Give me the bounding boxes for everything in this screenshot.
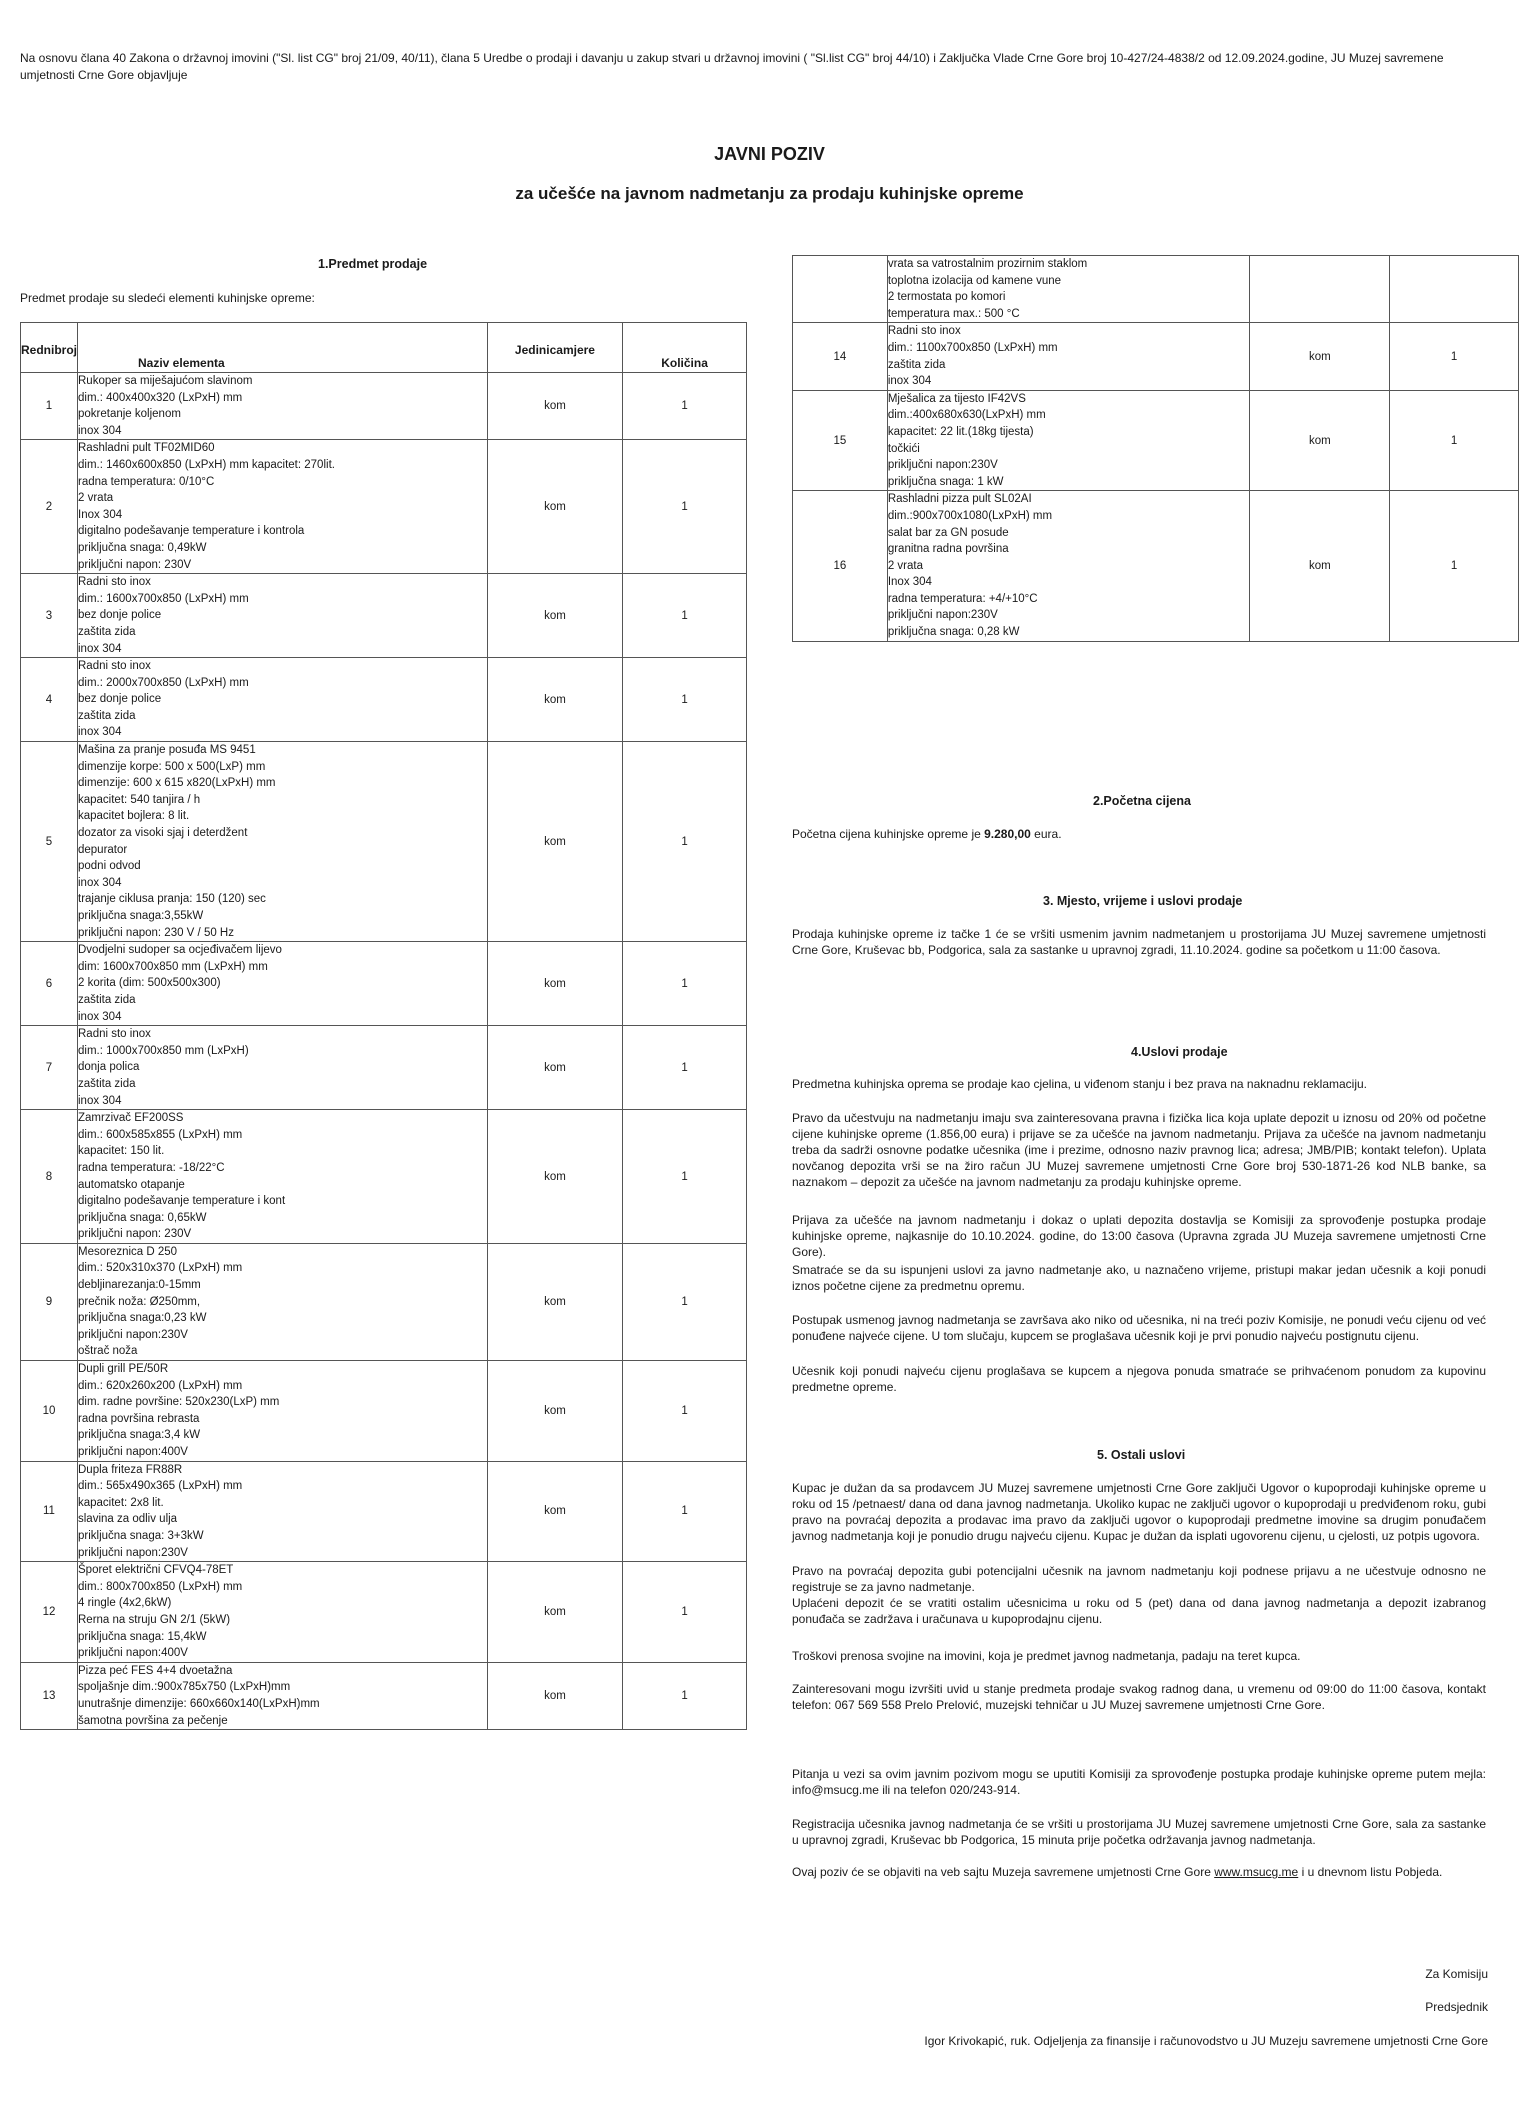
price-text-before: Početna cijena kuhinjske opreme je bbox=[792, 827, 985, 841]
description-line: Zamrzivač EF200SS bbox=[78, 1112, 184, 1125]
description-line: zaštita zida bbox=[78, 993, 136, 1006]
description-line: bez donje police bbox=[78, 609, 162, 622]
items-table-right bbox=[792, 255, 1519, 642]
description-line: dim.: 620x260x200 (LxPxH) mm bbox=[78, 1379, 243, 1392]
quantity: 1 bbox=[623, 742, 747, 942]
description-line: dim.: 1600x700x850 (LxPxH) mm bbox=[78, 592, 249, 605]
description-line: priključna snaga: 3+3kW bbox=[78, 1529, 204, 1542]
table-row bbox=[21, 1461, 747, 1562]
description-line: digitalno podešavanje temperature i kontrola bbox=[78, 525, 305, 538]
description-line: zaštita zida bbox=[78, 709, 136, 722]
quantity: 1 bbox=[623, 1461, 747, 1562]
publish-text-after: i u dnevnom listu Pobjeda. bbox=[1298, 1865, 1443, 1879]
item-description bbox=[78, 742, 488, 942]
unit-of-measure: kom bbox=[487, 440, 622, 574]
description-line: kapacitet: 2x8 lit. bbox=[78, 1496, 164, 1509]
description-line: kapacitet: 540 tanjira / h bbox=[78, 793, 201, 806]
signature-name: Igor Krivokapić, ruk. Odjeljenja za finansije i računovodstvo u JU Muzeju savremene umjetnosti Crne Gore bbox=[924, 2034, 1488, 2048]
description-line: 2 termostata po komori bbox=[887, 291, 1006, 304]
description-line: priključna snaga: 0,65kW bbox=[78, 1211, 207, 1224]
description-line: kapacitet: 22 lit.(18kg tijesta) bbox=[887, 425, 1034, 438]
table-row bbox=[21, 1662, 747, 1729]
description-line: depurator bbox=[78, 843, 128, 856]
description-line: Dupli grill PE/50R bbox=[78, 1363, 169, 1376]
description-line: priključni napon: 230 V / 50 Hz bbox=[78, 926, 234, 939]
description-line: 2 vrata bbox=[78, 492, 114, 505]
item-description bbox=[887, 491, 1250, 641]
unit-of-measure: kom bbox=[1250, 323, 1390, 390]
row-number: 4 bbox=[21, 658, 78, 742]
section3-text: Prodaja kuhinjske opreme iz tačke 1 će se vršiti usmenim javnim nadmetanjem u prostorijama JU Muzej savremene umjetnosti Crne Gore, Kruševac bb, Podgorica, sala za sastanke u upravnoj zgradi, 11.10.2024. godine sa početkom u 11:00 časova. bbox=[792, 927, 1486, 957]
description-line: inox 304 bbox=[78, 1094, 122, 1107]
description-line: priključna snaga:3,4 kW bbox=[78, 1429, 201, 1442]
description-line: toplotna izolacija od kamene vune bbox=[887, 274, 1062, 287]
description-line: šamotna površina za pečenje bbox=[78, 1714, 228, 1727]
description-line: inox 304 bbox=[78, 424, 122, 437]
description-line: radna površina rebrasta bbox=[78, 1412, 200, 1425]
description-line: 4 ringle (4x2,6kW) bbox=[78, 1597, 172, 1610]
unit-of-measure: kom bbox=[487, 658, 622, 742]
table-row bbox=[21, 658, 747, 742]
section4-paragraph: Smatraće se da su ispunjeni uslovi za javno nadmetanje ako, u naznačeno vrijeme, pristupi makar jedan učesnik a koji ponudi iznos početne cijene za predmetnu opremu. bbox=[792, 1263, 1486, 1293]
item-description bbox=[78, 1662, 488, 1729]
description-line: dimenzije korpe: 500 x 500(LxP) mm bbox=[78, 760, 266, 773]
description-line: priključna snaga:3,55kW bbox=[78, 910, 204, 922]
description-line: Dupla friteza FR88R bbox=[78, 1463, 183, 1476]
description-line: inox 304 bbox=[78, 876, 122, 889]
quantity: 1 bbox=[623, 1662, 747, 1729]
table-row bbox=[21, 742, 747, 942]
section4-paragraph: Prijava za učešće na javnom nadmetanju i dokaz o uplati depozita dostavlja se Komisiji za sprovođenje postupka prodaje kuhinjske opreme, najkasnije do 10.10.2024. godine, do 13:00 časova (Upravna zgrada JU Muzeja savremene umjetnosti Crne Gore). bbox=[792, 1213, 1486, 1259]
item-description bbox=[78, 942, 488, 1026]
description-line: dim.: 800x700x850 (LxPxH) mm bbox=[78, 1580, 243, 1593]
section4-title: 4.Uslovi prodaje bbox=[1131, 1045, 1228, 1059]
item-description bbox=[887, 390, 1250, 491]
row-number: 1 bbox=[21, 373, 78, 440]
row-number: 3 bbox=[21, 574, 78, 658]
description-line: priključni napon:230V bbox=[78, 1546, 188, 1559]
section5-paragraph: Pravo na povraćaj depozita gubi potencijalni učesnik na javnom nadmetanju koji podnese prijavu a ne učestvuje odnosno ne registruje se za javno nadmetanje. bbox=[792, 1564, 1486, 1594]
items-table-left bbox=[20, 322, 747, 1730]
quantity: 1 bbox=[623, 942, 747, 1026]
unit-of-measure: kom bbox=[487, 574, 622, 658]
description-line: Šporet električni CFVQ4-78ET bbox=[78, 1564, 234, 1577]
section5-paragraph: Registracija učesnika javnog nadmetanja će se vršiti u prostorijama JU Muzej savremene umjetnosti Crne Gore, sala za sastanke u upravnoj zgradi, Kruševac bb Podgorica, 15 minuta prije početka održavanja javnog nadmetanja. bbox=[792, 1817, 1486, 1847]
unit-of-measure: kom bbox=[487, 1662, 622, 1729]
quantity: 1 bbox=[623, 1110, 747, 1244]
table-row bbox=[21, 1110, 747, 1244]
item-description bbox=[78, 440, 488, 574]
description-line: Radni sto inox bbox=[78, 576, 151, 589]
unit-of-measure: kom bbox=[487, 1026, 622, 1110]
description-line: inox 304 bbox=[78, 642, 122, 655]
item-description bbox=[78, 1243, 488, 1360]
row-number: 11 bbox=[21, 1461, 78, 1562]
section1-lead: Predmet prodaje su sledeći elementi kuhinjske opreme: bbox=[20, 291, 315, 305]
description-line: radna temperatura: -18/22°C bbox=[78, 1161, 225, 1174]
section4-paragraph: Učesnik koji ponudi najveću cijenu proglašava se kupcem a njegova ponuda smatraće se prihvaćenom ponudom za kupovinu predmetne opreme. bbox=[792, 1364, 1486, 1394]
description-line: dim.: 400x400x320 (LxPxH) mm bbox=[78, 391, 243, 404]
table-row bbox=[21, 440, 747, 574]
description-line: dim.: 600x585x855 (LxPxH) mm bbox=[78, 1128, 243, 1141]
price-text-after: eura. bbox=[1030, 827, 1062, 841]
unit-of-measure: kom bbox=[487, 1361, 622, 1462]
quantity: 1 bbox=[623, 658, 747, 742]
description-line: kapacitet bojlera: 8 lit. bbox=[78, 810, 190, 823]
description-line: digitalno podešavanje temperature i kont bbox=[78, 1195, 286, 1208]
header-qty: Količina bbox=[623, 323, 747, 373]
table-row bbox=[21, 574, 747, 658]
row-number: 15 bbox=[793, 390, 888, 491]
description-line: zaštita zida bbox=[78, 1077, 136, 1090]
unit-of-measure: kom bbox=[487, 373, 622, 440]
description-line: inox 304 bbox=[78, 1010, 122, 1023]
row-number: 7 bbox=[21, 1026, 78, 1110]
description-line: priključna snaga: 0,49kW bbox=[78, 541, 207, 554]
continuation-description bbox=[887, 256, 1250, 323]
description-line: Radni sto inox bbox=[887, 325, 961, 338]
description-line: dim.: 520x310x370 (LxPxH) mm bbox=[78, 1262, 243, 1275]
description-line: Inox 304 bbox=[887, 576, 932, 589]
description-line: granitna radna površina bbox=[887, 543, 1009, 556]
quantity: 1 bbox=[623, 1026, 747, 1110]
section5-paragraph: Troškovi prenosa svojine na imovini, koja je predmet javnog nadmetanja, padaju na teret kupca. bbox=[792, 1649, 1301, 1663]
section5-paragraph: Zainteresovani mogu izvršiti uvid u stanje predmeta prodaje svakog radnog dana, u vremenu od 09:00 do 11:00 časova, kontakt telefon: 067 569 558 Prelo Prelović, muzejski tehničar u JU Muzej savremene umjetnosti Crne Gore. bbox=[792, 1682, 1486, 1712]
description-line: dim: 1600x700x850 mm (LxPxH) mm bbox=[78, 960, 268, 973]
section5-paragraph: Uplaćeni depozit će se vratiti ostalim učesnicima u roku od 5 (pet) dana od dana javnog nadmetanja a depozit izabranog ponuđača se zadržava i uračunava u kupoprodajnu cijenu. bbox=[792, 1596, 1486, 1626]
quantity: 1 bbox=[623, 1243, 747, 1360]
description-line: dim.: 565x490x365 (LxPxH) mm bbox=[78, 1480, 243, 1493]
table-row bbox=[21, 1243, 747, 1360]
unit-of-measure: kom bbox=[487, 1243, 622, 1360]
signature-committee: Za Komisiju bbox=[1425, 1967, 1488, 1981]
description-line: Pizza peć FES 4+4 dvoetažna bbox=[78, 1664, 233, 1677]
description-line: dim.:400x680x630(LxPxH) mm bbox=[887, 409, 1046, 422]
description-line: slavina za odliv ulja bbox=[78, 1513, 178, 1526]
description-line: dim. radne površine: 520x230(LxP) mm bbox=[78, 1396, 280, 1409]
description-line: pokretanje koljenom bbox=[78, 408, 181, 421]
description-line: Dvodjelni sudoper sa ocjeđivačem lijevo bbox=[78, 944, 282, 957]
description-line: Rashladni pult TF02MID60 bbox=[78, 442, 215, 455]
section1-title: 1.Predmet prodaje bbox=[318, 257, 428, 271]
item-description bbox=[78, 373, 488, 440]
description-line: Radni sto inox bbox=[78, 660, 151, 673]
description-line: priključni napon:400V bbox=[78, 1647, 188, 1660]
unit-of-measure: kom bbox=[487, 1461, 622, 1562]
description-line: vrata sa vatrostalnim prozirnim staklom bbox=[887, 258, 1088, 270]
table-row bbox=[21, 373, 747, 440]
description-line: priključni napon: 230V bbox=[78, 1228, 192, 1241]
description-line: priključna snaga:0,23 kW bbox=[78, 1312, 207, 1325]
intro-text: Na osnovu člana 40 Zakona o državnoj imovini ("Sl. list CG" broj 21/09, 40/11), člana 5 Uredbe o prodaji i davanju u zakup stvari u državnoj imovini ( "Sl.list CG" broj 44/10) i Zaključka Vlade Crne Gore broj 10-427/24-4838/2 od 12.09.2024.godine, JU Muzej savremene umjetnosti Crne Gore objavljuje bbox=[20, 51, 1444, 82]
item-description bbox=[78, 574, 488, 658]
description-line: priključna snaga: 0,28 kW bbox=[887, 626, 1020, 639]
description-line: Mješalica za tijesto IF42VS bbox=[887, 392, 1026, 405]
document-title: JAVNI POZIV bbox=[714, 144, 825, 164]
quantity: 1 bbox=[623, 440, 747, 574]
description-line: točkići bbox=[887, 442, 920, 455]
description-line: zaštita zida bbox=[887, 358, 946, 371]
description-line: 2 vrata bbox=[887, 559, 923, 572]
continuation-num-cell bbox=[793, 256, 888, 323]
description-line: Radni sto inox bbox=[78, 1028, 151, 1041]
description-line: priključni napon:400V bbox=[78, 1446, 188, 1458]
description-line: dozator za visoki sjaj i deterdžent bbox=[78, 827, 248, 840]
table-row bbox=[21, 1026, 747, 1110]
section5-paragraph: Pitanja u vezi sa ovim javnim pozivom mogu se uputiti Komisiji za sprovođenje postupka prodaje kuhinjske opreme putem mejla: info@msucg.me ili na telefon 020/243-914. bbox=[792, 1767, 1486, 1797]
description-line: zaštita zida bbox=[78, 625, 136, 638]
quantity: 1 bbox=[623, 373, 747, 440]
description-line: bez donje police bbox=[78, 693, 162, 706]
row-number: 12 bbox=[21, 1562, 78, 1663]
section4-paragraph: Pravo da učestvuju na nadmetanju imaju sva zainteresovana pravna i fizička lica koja uplate depozit u iznosu od 20% od početne cijene kuhinjske opreme (1.856,00 eura) i prijave se za učešće na javnom nadmetanju. Prijava za učešće na javnom nadmetanju treba da sadrži osnovne podatke učesnika (ime i prezime, odnosno naziv pravnog lica; adresa; JMB/PIB; kontakt telefon). Uplata novčanog depozita vrši se na žiro račun JU Muzej savremene umjetnosti Crne Gore broj 530-1871-26 kod NLB banke, sa naznakom – depozit za učešće na javnom nadmetanju za prodaju kuhinjske opreme. bbox=[792, 1111, 1486, 1189]
row-number: 10 bbox=[21, 1361, 78, 1462]
starting-price: 9.280,00 bbox=[984, 827, 1031, 841]
row-number: 2 bbox=[21, 440, 78, 574]
description-line: Inox 304 bbox=[78, 508, 123, 521]
row-number: 16 bbox=[793, 491, 888, 641]
row-number: 9 bbox=[21, 1243, 78, 1360]
description-line: priključna snaga: 1 kW bbox=[887, 475, 1004, 488]
item-description bbox=[78, 1461, 488, 1562]
row-number: 5 bbox=[21, 742, 78, 942]
description-line: debljinarezanja:0-15mm bbox=[78, 1279, 201, 1292]
item-description bbox=[78, 1026, 488, 1110]
section4-paragraph: Postupak usmenog javnog nadmetanja se završava ako niko od učesnika, ni na treći poziv Komisije, ne ponudi veću cijenu od već ponuđene najveće cijene. U tom slučaju, kupcem se proglašava učesnik koji je prvi ponudio najveću postignutu cijenu. bbox=[792, 1313, 1486, 1343]
table-row bbox=[793, 323, 1519, 390]
header-num: Rednibroj bbox=[21, 323, 78, 373]
description-line: inox 304 bbox=[887, 375, 932, 388]
description-line: automatsko otapanje bbox=[78, 1178, 185, 1191]
item-description bbox=[78, 658, 488, 742]
description-line: Mesoreznica D 250 bbox=[78, 1245, 178, 1258]
description-line: dim.: 1000x700x850 mm (LxPxH) bbox=[78, 1044, 249, 1057]
description-line: priključna snaga: 15,4kW bbox=[78, 1630, 207, 1643]
publish-text-before: Ovaj poziv će se objaviti na veb sajtu Muzeja savremene umjetnosti Crne Gore bbox=[792, 1865, 1215, 1879]
description-line: podni odvod bbox=[78, 860, 141, 873]
description-line: radna temperatura: +4/+10°C bbox=[887, 592, 1038, 605]
website-link[interactable]: www.msucg.me bbox=[1214, 1865, 1299, 1879]
section5-paragraph-publish bbox=[792, 1864, 1486, 1880]
unit-of-measure: kom bbox=[487, 1110, 622, 1244]
row-number: 14 bbox=[793, 323, 888, 390]
section3-title: 3. Mjesto, vrijeme i uslovi prodaje bbox=[1043, 894, 1243, 908]
item-description bbox=[78, 1562, 488, 1663]
quantity: 1 bbox=[1390, 323, 1519, 390]
continuation-qty-cell bbox=[1390, 256, 1519, 323]
row-number: 13 bbox=[21, 1662, 78, 1729]
description-line: Rukoper sa miješajućom slavinom bbox=[78, 375, 253, 387]
description-line: dim.: 1460x600x850 (LxPxH) mm kapacitet: 270lit. bbox=[78, 458, 335, 471]
header-unit: Jedinicamjere bbox=[487, 323, 622, 373]
section2-title: 2.Početna cijena bbox=[1093, 794, 1191, 808]
description-line: prečnik noža: Ø250mm, bbox=[78, 1295, 201, 1308]
row-number: 6 bbox=[21, 942, 78, 1026]
description-line: temperatura max.: 500 °C bbox=[887, 307, 1020, 320]
description-line: Rashladni pizza pult SL02AI bbox=[887, 493, 1032, 506]
description-line: dim.:900x700x1080(LxPxH) mm bbox=[887, 509, 1053, 522]
item-description bbox=[887, 323, 1250, 390]
description-line: trajanje ciklusa pranja: 150 (120) sec bbox=[78, 893, 266, 906]
unit-of-measure: kom bbox=[1250, 491, 1390, 641]
header-name: Naziv elementa bbox=[78, 323, 488, 373]
description-line: inox 304 bbox=[78, 726, 122, 739]
description-line: priključni napon:230V bbox=[887, 459, 998, 472]
quantity: 1 bbox=[623, 1361, 747, 1462]
description-line: Rerna na struju GN 2/1 (5kW) bbox=[78, 1613, 231, 1626]
description-line: dimenzije: 600 x 615 x820(LxPxH) mm bbox=[78, 777, 276, 790]
quantity: 1 bbox=[623, 574, 747, 658]
description-line: oštrač noža bbox=[78, 1345, 138, 1358]
continuation-unit-cell bbox=[1250, 256, 1390, 323]
table-row bbox=[21, 1361, 747, 1462]
description-line: priključni napon: 230V bbox=[78, 558, 192, 571]
section2-text bbox=[792, 826, 1062, 842]
description-line: priključni napon:230V bbox=[78, 1328, 188, 1341]
unit-of-measure: kom bbox=[487, 1562, 622, 1663]
signature-role: Predsjednik bbox=[1425, 2000, 1488, 2014]
section5-paragraph: Kupac je dužan da sa prodavcem JU Muzej savremene umjetnosti Crne Gore zaključi Ugovor o kupoprodaji kuhinjske opreme u roku od 15 /petnaest/ dana od dana javnog nadmetanja. Ukoliko kupac ne zaključi ugovor o kupoprodaji u predviđenom roku, gubi pravo na povraćaj depozita a prodavac ima pravo da zaključi ugovor o kupoprodaji predmetne imovine sa drugim ponuđačem javnog nadmetanja koji je ponudio drugu najveću cijenu. Kupac je dužan da isplati ugovorenu cijenu, u cjelosti, uz potpis ugovora. bbox=[792, 1481, 1486, 1543]
description-line: salat bar za GN posude bbox=[887, 526, 1009, 539]
section4-paragraph: Predmetna kuhinjska oprema se prodaje kao cjelina, u viđenom stanju i bez prava na naknadnu reklamaciju. bbox=[792, 1077, 1367, 1091]
description-line: dim.: 2000x700x850 (LxPxH) mm bbox=[78, 676, 249, 689]
description-line: kapacitet: 150 lit. bbox=[78, 1145, 165, 1158]
unit-of-measure: kom bbox=[487, 942, 622, 1026]
description-line: unutrašnje dimenzije: 660x660x140(LxPxH)mm bbox=[78, 1697, 320, 1710]
table-row bbox=[793, 491, 1519, 641]
row-number: 8 bbox=[21, 1110, 78, 1244]
description-line: radna temperatura: 0/10°C bbox=[78, 475, 215, 488]
unit-of-measure: kom bbox=[487, 742, 622, 942]
description-line: donja polica bbox=[78, 1061, 140, 1074]
table-row bbox=[793, 390, 1519, 491]
document-subtitle: za učešće na javnom nadmetanju za prodaju kuhinjske opreme bbox=[515, 184, 1024, 203]
description-line: 2 korita (dim: 500x500x300) bbox=[78, 977, 221, 990]
table-row bbox=[21, 942, 747, 1026]
quantity: 1 bbox=[1390, 491, 1519, 641]
quantity: 1 bbox=[1390, 390, 1519, 491]
description-line: priključni napon:230V bbox=[887, 609, 998, 622]
item-description bbox=[78, 1361, 488, 1462]
table-row bbox=[21, 1562, 747, 1663]
section5-title: 5. Ostali uslovi bbox=[1097, 1448, 1186, 1462]
description-line: Mašina za pranje posuđa MS 9451 bbox=[78, 744, 256, 757]
description-line: dim.: 1100x700x850 (LxPxH) mm bbox=[887, 341, 1058, 354]
unit-of-measure: kom bbox=[1250, 390, 1390, 491]
quantity: 1 bbox=[623, 1562, 747, 1663]
description-line: spoljašnje dim.:900x785x750 (LxPxH)mm bbox=[78, 1681, 291, 1694]
item-description bbox=[78, 1110, 488, 1244]
